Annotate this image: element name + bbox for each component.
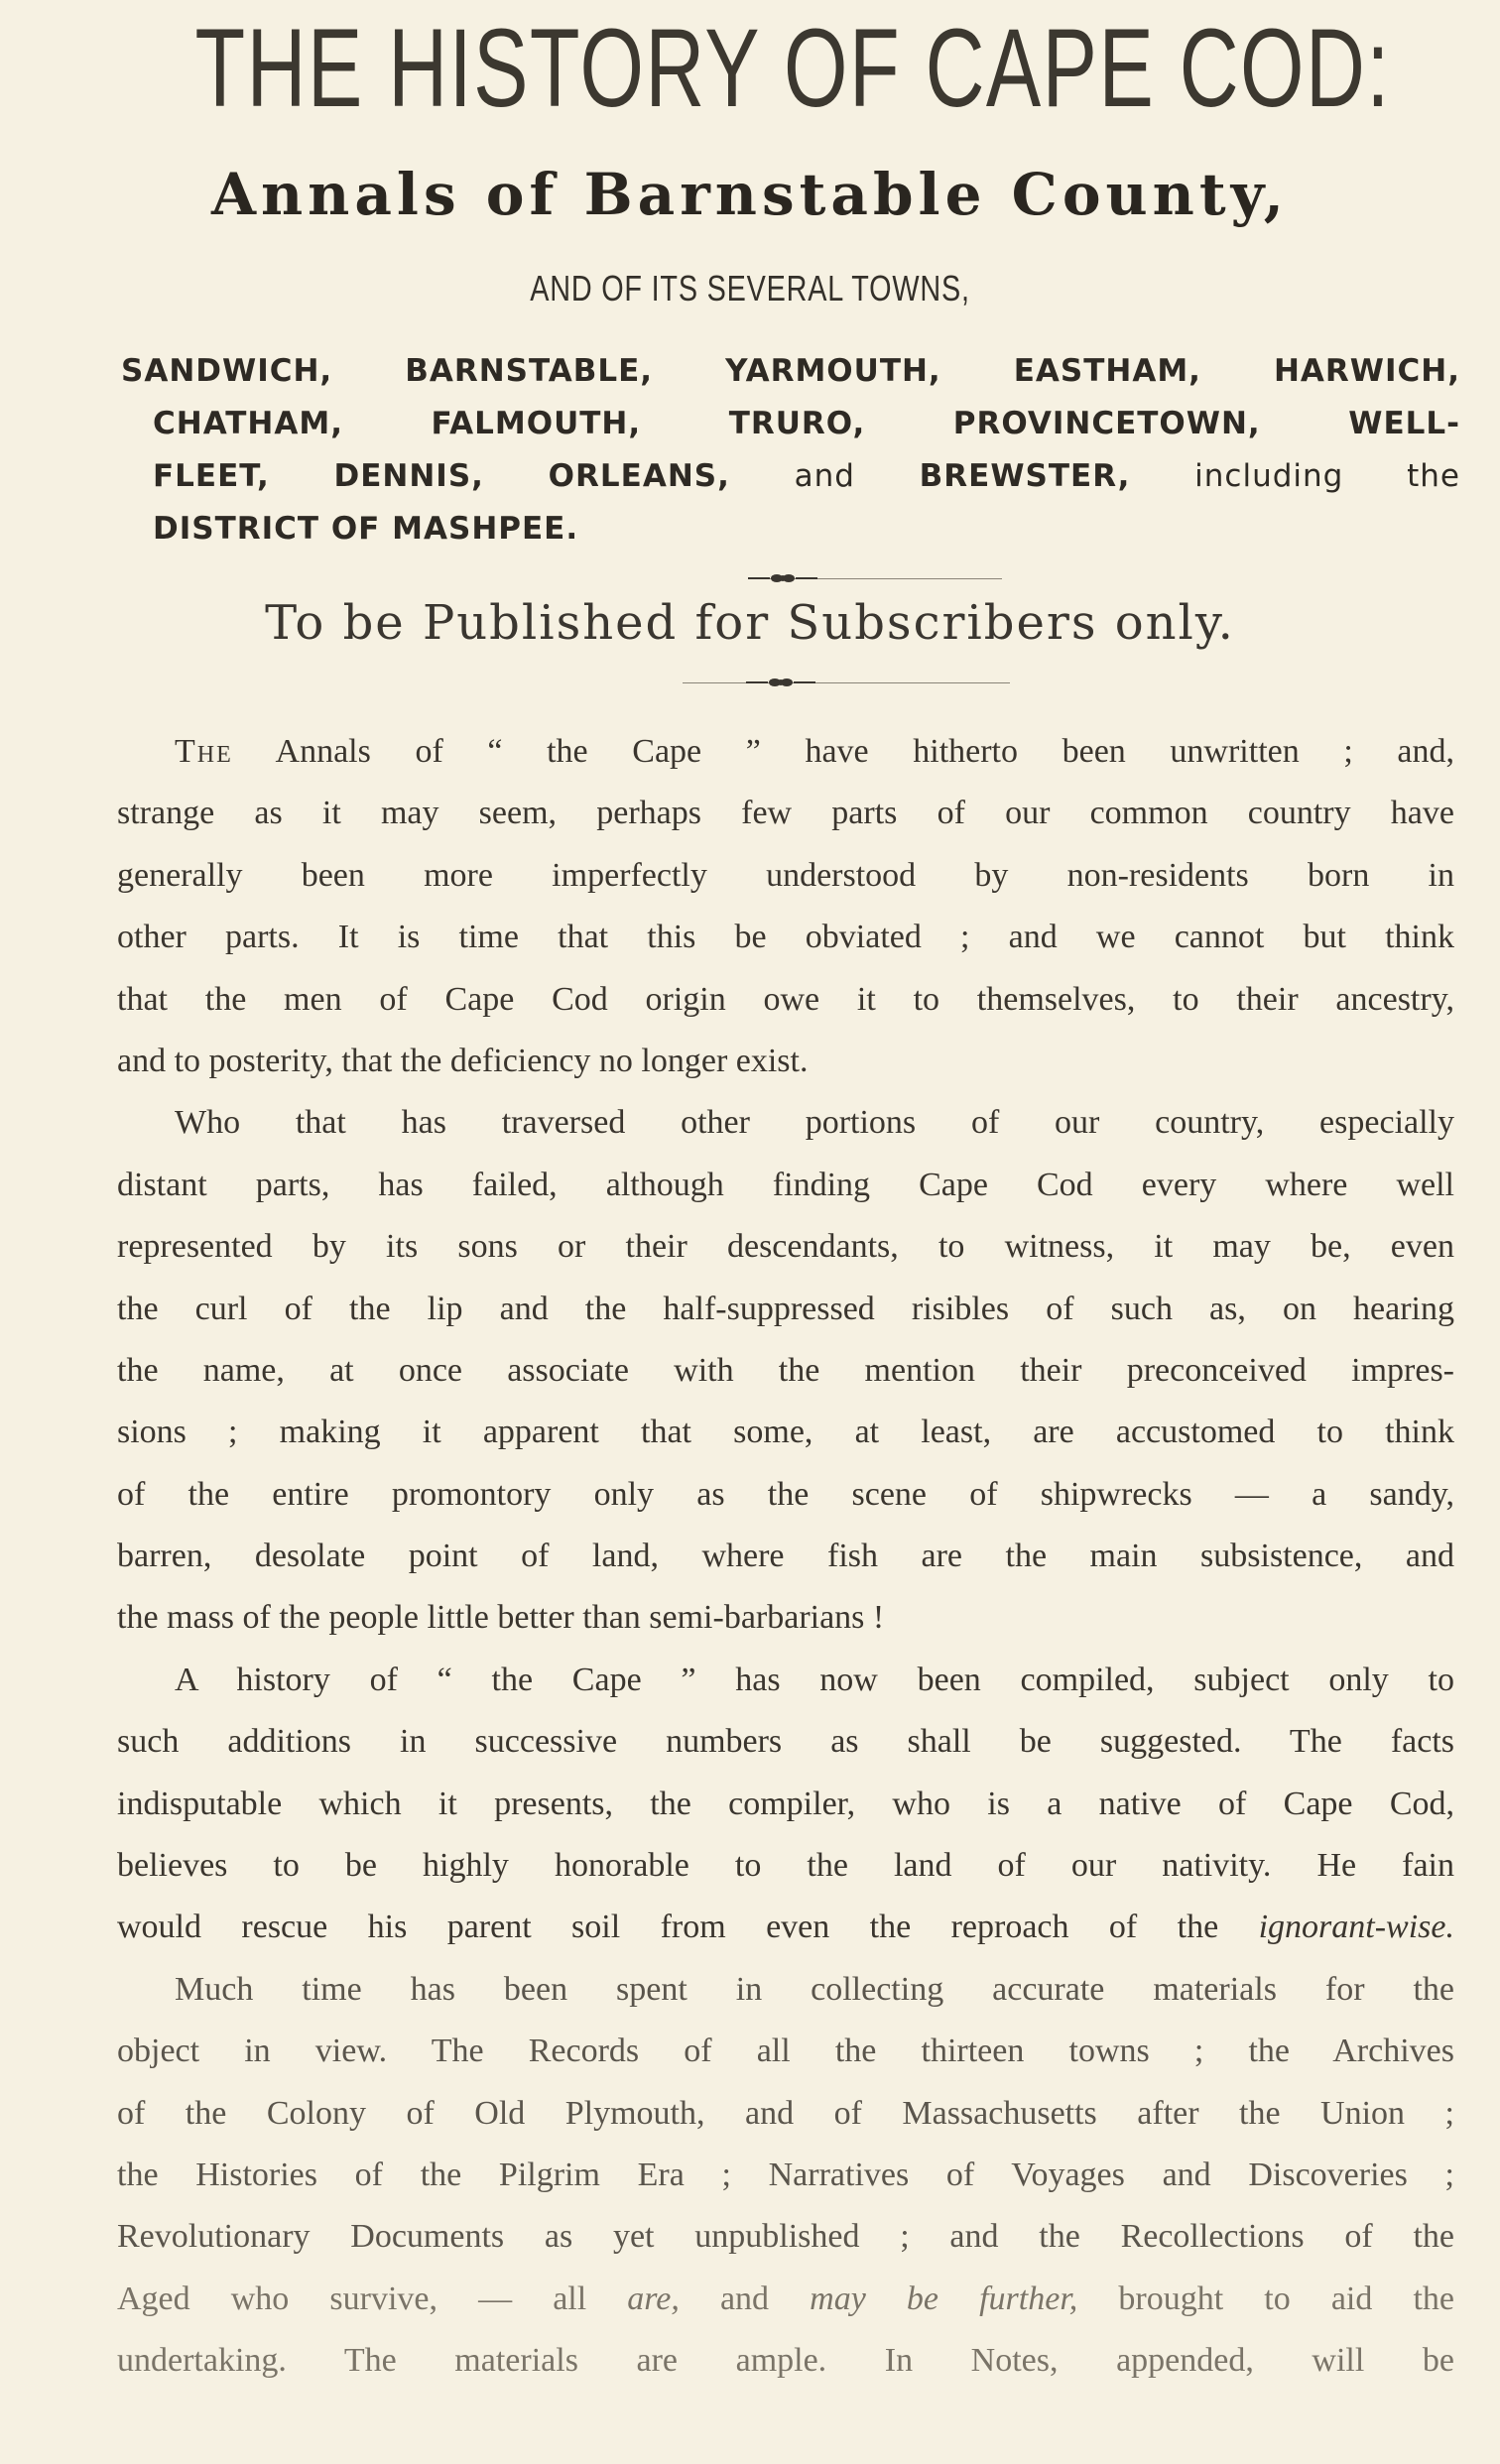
body-line: believes to be highly honorable to the land of our nativity. He fain	[117, 1847, 1454, 1885]
body-line: that the men of Cape Cod origin owe it to themselves, to their ancestry,	[117, 980, 1454, 1018]
towns-line-part: BREWSTER,	[919, 458, 1131, 494]
body-line: A history of “ the Cape ” has now been compiled, subject only to	[175, 1661, 1454, 1698]
body-line: the name, at once associate with the mention their preconceived impres-	[117, 1351, 1454, 1389]
towns-line-part: including the	[1194, 458, 1460, 494]
rule-ornament-icon	[746, 676, 815, 689]
body-emphasis: may be further,	[810, 2279, 1078, 2317]
body-line: barren, desolate point of land, where fish are the main subsistence, and	[117, 1538, 1454, 1575]
body-line: undertaking. The materials are ample. In Notes, appended, will be	[117, 2342, 1454, 2380]
body-line	[117, 2269, 1454, 2330]
body-line-part: Aged who survive, — all	[117, 2279, 587, 2317]
body-line: the mass of the people little better than semi-barbarians !	[117, 1599, 885, 1637]
body-line-part: Annals of “ the Cape ” have hitherto been unwritten ; and,	[275, 733, 1454, 770]
towns-line	[121, 450, 1460, 503]
body-line: Much time has been spent in collecting accurate materials for the	[175, 1970, 1454, 2008]
page-title: THE HISTORY OF CAPE COD:	[194, 6, 1391, 130]
body-emphasis: are,	[627, 2279, 680, 2317]
body-line: such additions in successive numbers as shall be suggested. The facts	[117, 1723, 1454, 1761]
body-line: of the entire promontory only as the scene of shipwrecks — a sandy,	[117, 1475, 1454, 1513]
body-line-part: and	[719, 2279, 770, 2317]
body-line-part: The	[175, 733, 233, 770]
body-line: Revolutionary Documents as yet unpublished ; and the Recollections of the	[117, 2218, 1454, 2256]
ornamental-rule	[756, 578, 1002, 579]
body-line: Who that has traversed other portions of our country, especially	[175, 1104, 1454, 1142]
towns-line: DISTRICT OF MASHPEE.	[153, 511, 579, 547]
publish-notice: To be Published for Subscribers only.	[265, 595, 1235, 651]
body-line: and to posterity, that the deficiency no longer exist.	[117, 1042, 809, 1079]
body-line-part: would rescue his parent soil from even the reproach of the	[117, 1909, 1219, 1946]
towns-intro: AND OF ITS SEVERAL TOWNS,	[530, 268, 970, 308]
body-line: of the Colony of Old Plymouth, and of Massachusetts after the Union ;	[117, 2094, 1454, 2132]
body-line	[117, 1897, 1454, 1958]
towns-list	[121, 345, 1460, 555]
body-line: other parts. It is time that this be obviated ; and we cannot but think	[117, 919, 1454, 956]
towns-line: SANDWICH, BARNSTABLE, YARMOUTH, EASTHAM, HARWICH,	[121, 353, 1460, 389]
body-line: the Histories of the Pilgrim Era ; Narratives of Voyages and Discoveries ;	[117, 2156, 1454, 2193]
body-line: object in view. The Records of all the thirteen towns ; the Archives	[117, 2033, 1454, 2070]
body-line: strange as it may seem, perhaps few parts of our common country have	[117, 795, 1454, 832]
body-line	[117, 721, 1454, 783]
body-line: represented by its sons or their descendants, to witness, it may be, even	[117, 1228, 1454, 1266]
rule-ornament-icon	[748, 571, 817, 585]
towns-line-part: FLEET, DENNIS, ORLEANS,	[153, 458, 730, 494]
body-line: generally been more imperfectly understood by non-residents born in	[117, 856, 1454, 894]
body-text	[117, 721, 1454, 2393]
ornamental-rule	[683, 682, 1010, 683]
body-emphasis: ignorant-wise.	[1258, 1909, 1454, 1946]
body-line: indisputable which it presents, the compiler, who is a native of Cape Cod,	[117, 1785, 1454, 1822]
towns-line: CHATHAM, FALMOUTH, TRURO, PROVINCETOWN, WELL-	[153, 406, 1460, 441]
body-line: distant parts, has failed, although finding Cape Cod every where well	[117, 1166, 1454, 1203]
body-line: sions ; making it apparent that some, at least, are accustomed to think	[117, 1414, 1454, 1451]
body-line: the curl of the lip and the half-suppressed risibles of such as, on hearing	[117, 1290, 1454, 1327]
towns-line-part: and	[794, 458, 855, 494]
page-subtitle: Annals of Barnstable County,	[211, 161, 1289, 228]
body-line-part: brought to aid the	[1118, 2279, 1455, 2317]
